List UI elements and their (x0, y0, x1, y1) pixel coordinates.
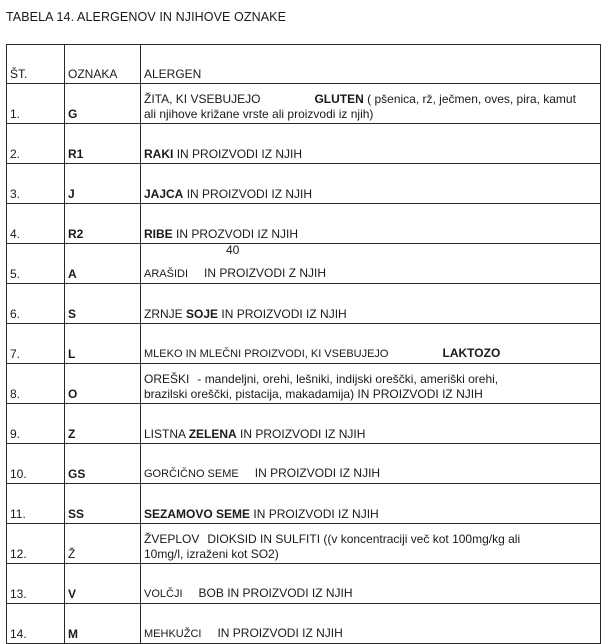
header-allergen: ALERGEN (141, 45, 601, 84)
desc-text: IN PROZVODI IZ NJIH (176, 227, 299, 241)
table-row (7, 404, 601, 444)
row-allergen (141, 204, 601, 244)
row-allergen (141, 404, 601, 444)
desc-text: IN PROIZVODI IZ NJIH (176, 147, 303, 161)
row-allergen (141, 524, 601, 564)
row-allergen (141, 564, 601, 604)
desc-bold: JAJCA (144, 187, 184, 201)
margin-note: 40 (226, 243, 240, 257)
table-row (7, 524, 601, 564)
desc-text: ŽITA, KI VSEBUJEJO (144, 92, 261, 106)
row-num: 12. (7, 524, 65, 564)
table-row (7, 204, 601, 244)
desc-text: - mandeljni, orehi, lešniki, indijski oreščki, ameriški orehi, (197, 372, 499, 386)
row-num: 2. (7, 124, 65, 164)
row-num: 13. (7, 564, 65, 604)
row-num: 5. (7, 244, 65, 284)
desc-text: IN PROIZVODI IZ NJIH (253, 507, 379, 521)
row-num: 6. (7, 284, 65, 324)
desc-text: ali njihove križane vrste ali proizvodi iz njih) (144, 107, 374, 121)
desc-text: IN PROIZVODI IZ NJIH (217, 626, 343, 640)
desc-text: IN PROIZVODI IZ NJIH (240, 427, 366, 441)
row-code: J (65, 164, 141, 204)
row-code: V (65, 564, 141, 604)
desc-text: brazilski oreščki, pistacija, makadamija) IN PROIZVODI IZ NJIH (144, 387, 483, 401)
desc-bold: RAKI (144, 147, 174, 161)
row-allergen (141, 444, 601, 484)
row-allergen (141, 604, 601, 644)
desc-text: MLEKO IN MLEČNI PROIZVODI, KI VSEBUJEJO (144, 348, 389, 360)
row-allergen (141, 124, 601, 164)
row-allergen (141, 484, 601, 524)
table-row (7, 564, 601, 604)
desc-bold: SEZAMOVO SEME (144, 507, 251, 521)
header-code: OZNAKA (65, 45, 141, 84)
desc-text: IN PROIZVODI IZ NJIH (221, 307, 347, 321)
row-code: O (65, 364, 141, 404)
row-num: 7. (7, 324, 65, 364)
desc-text: VOLČJI (144, 588, 183, 600)
table-row (7, 284, 601, 324)
desc-bold: ZELENA (188, 427, 237, 441)
row-code: Ž (65, 524, 141, 564)
desc-text: IN PROIZVODI IZ NJIH (186, 187, 313, 201)
desc-text: ZRNJE (144, 307, 183, 321)
page-title: TABELA 14. ALERGENOV IN NJIHOVE OZNAKE (6, 10, 287, 24)
desc-bold: GLUTEN (314, 92, 364, 106)
desc-text: ( pšenica, rž, ječmen, oves, pira, kamut (367, 92, 576, 106)
desc-text: 10mg/l, izraženi kot SO2) (144, 547, 279, 561)
row-code: Z (65, 404, 141, 444)
row-code: L (65, 324, 141, 364)
desc-text: IN PROIZVODI IZ NJIH (254, 466, 381, 480)
table-header-row (7, 45, 601, 84)
table-row (7, 324, 601, 364)
row-code: R2 (65, 204, 141, 244)
row-num: 9. (7, 404, 65, 444)
table-row (7, 604, 601, 644)
table-row (7, 164, 601, 204)
row-allergen (141, 84, 601, 124)
desc-text: LISTNA (144, 427, 186, 441)
row-num: 8. (7, 364, 65, 404)
table-row (7, 484, 601, 524)
table-row (7, 364, 601, 404)
desc-text: OREŠKI (144, 372, 190, 386)
header-num: ŠT. (7, 45, 65, 84)
row-code: S (65, 284, 141, 324)
row-allergen (141, 324, 601, 364)
row-code: G (65, 84, 141, 124)
allergen-table (6, 44, 601, 644)
desc-text: BOB IN PROIZVODI IZ NJIH (198, 586, 353, 600)
desc-text: DIOKSID IN SULFITI ((v koncentraciji več kot 100mg/kg ali (207, 532, 521, 546)
desc-text: ARAŠIDI (144, 268, 189, 280)
row-num: 4. (7, 204, 65, 244)
row-code: GS (65, 444, 141, 484)
table-row (7, 124, 601, 164)
row-code: M (65, 604, 141, 644)
row-allergen (141, 244, 601, 284)
row-num: 1. (7, 84, 65, 124)
row-allergen (141, 284, 601, 324)
row-code: R1 (65, 124, 141, 164)
row-allergen (141, 164, 601, 204)
desc-text: ŽVEPLOV (144, 532, 200, 546)
desc-text: MEHKUŽCI (144, 628, 202, 640)
table-row (7, 244, 601, 284)
row-code: SS (65, 484, 141, 524)
desc-bold: LAKTOZO (442, 346, 501, 360)
row-num: 10. (7, 444, 65, 484)
row-code: A (65, 244, 141, 284)
table-row (7, 444, 601, 484)
row-num: 14. (7, 604, 65, 644)
row-allergen (141, 364, 601, 404)
desc-text: GORČIČNO SEME (144, 468, 239, 480)
row-num: 3. (7, 164, 65, 204)
desc-text: IN PROIZVODI Z NJIH (204, 266, 327, 280)
table-row (7, 84, 601, 124)
row-num: 11. (7, 484, 65, 524)
desc-bold: RIBE (144, 227, 173, 241)
desc-bold: SOJE (186, 307, 219, 321)
